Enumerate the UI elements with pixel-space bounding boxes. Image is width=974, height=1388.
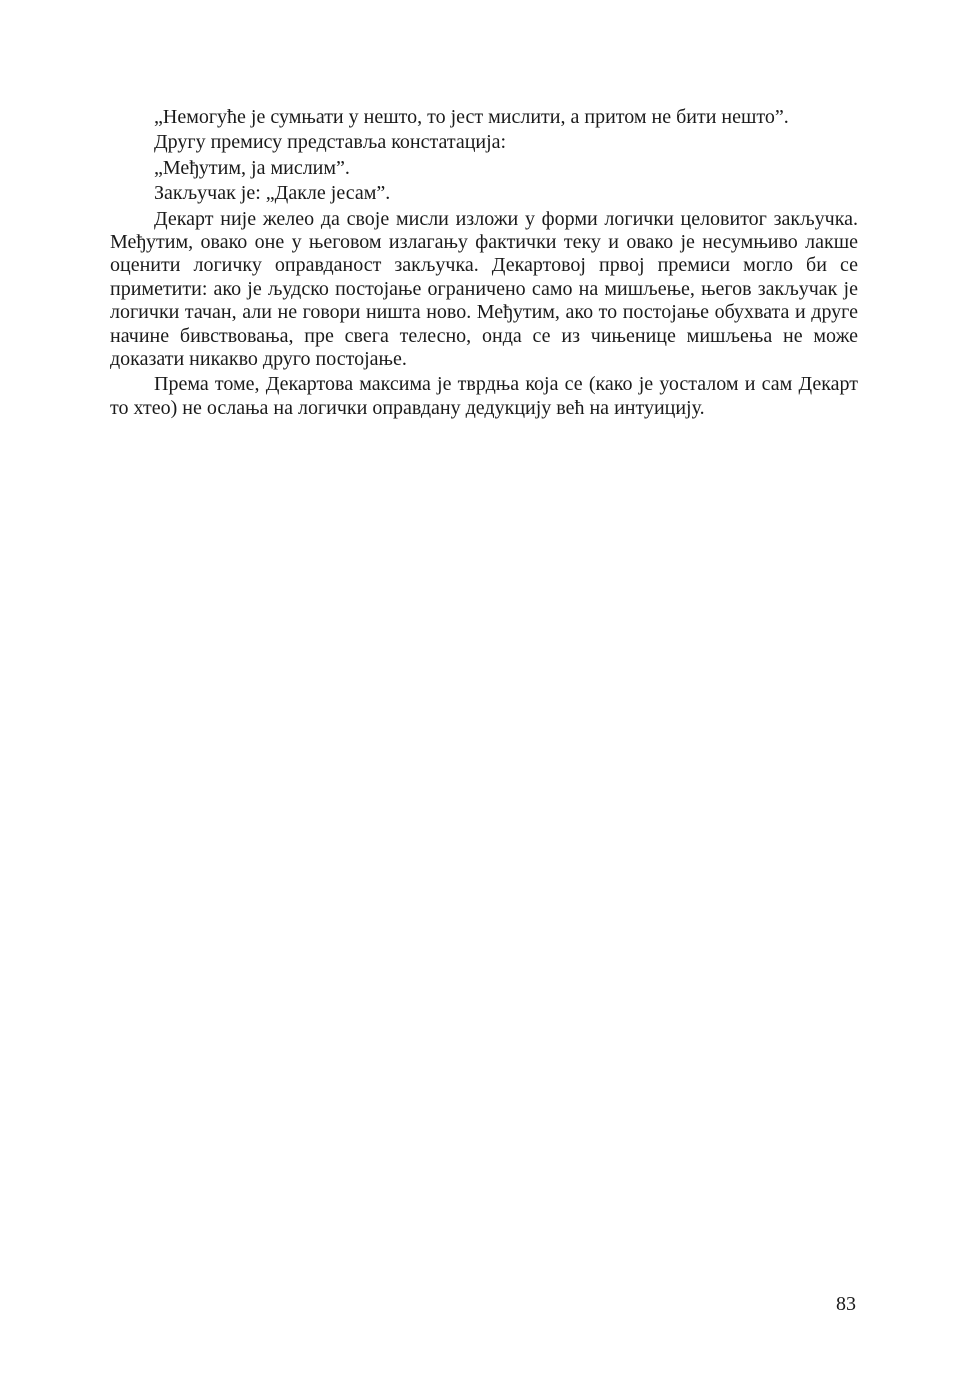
premise-paragraph: Другу премису представља констатација: (154, 131, 507, 154)
analysis-paragraph: Декарт није желео да своје мисли изложи у форми логички целовитог закључка. Међутим, овако оне у његовом излагању фактички теку и овако је несумњиво лакше оценити логичку оправданост закључка. Декартовој првој премиси могло би се приметити: ако је људско постојање ограничено само на мишљење, његов закључак је логички тачан, али не говори ништа ново. Међутим, ако то постојање обухвата и друге начине бивствовања, пре свега телесно, онда се из чињенице мишљења не може доказати никакво друго постојање. (110, 207, 858, 371)
premise-quote-paragraph: „Међутим, ја мислим”. (154, 156, 350, 179)
page-number: 83 (836, 1293, 856, 1315)
body-text (110, 106, 858, 422)
quote-paragraph: „Немогуће је сумњати у нешто, то јест мислити, а притом не бити нешто”. (154, 106, 789, 128)
conclusion-paragraph: Закључак је: „Дакле јесам”. (154, 182, 391, 205)
summary-paragraph: Према томе, Декартова максима је тврдња која се (како је уосталом и сам Декарт то хтео) не ослања на логички оправдану дедукцију већ на интуицију. (110, 373, 858, 419)
